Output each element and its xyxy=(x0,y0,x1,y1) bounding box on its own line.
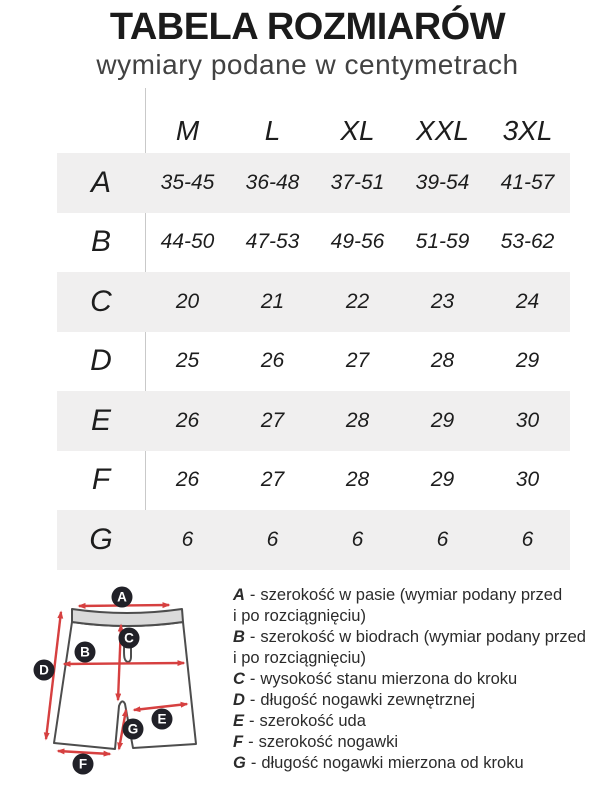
table-row-e xyxy=(57,391,570,451)
size-value-cell: 27 xyxy=(260,468,285,492)
legend-separator: - xyxy=(250,754,257,772)
legend-key: B xyxy=(233,628,245,646)
size-value-cell: 28 xyxy=(345,468,370,492)
size-value-cell: 24 xyxy=(515,289,540,313)
column-header-3xl: 3XL xyxy=(502,115,553,146)
size-value-cell: 29 xyxy=(430,468,455,492)
legend-item-f xyxy=(233,732,611,753)
legend-separator: - xyxy=(249,691,256,709)
legend-separator: - xyxy=(249,628,256,646)
column-header-l: L xyxy=(264,115,281,146)
row-label: A xyxy=(90,165,111,199)
size-value-cell: 29 xyxy=(515,349,540,373)
row-label: D xyxy=(90,344,112,378)
row-label: F xyxy=(91,463,111,497)
legend-separator: - xyxy=(249,586,256,604)
measurement-legend xyxy=(233,585,611,774)
size-value-cell: 49-56 xyxy=(330,230,385,254)
size-value-cell: 6 xyxy=(266,527,279,551)
table-corner-cell xyxy=(57,95,145,153)
legend-item-c xyxy=(233,669,611,690)
size-value-cell: 21 xyxy=(260,289,285,313)
table-row-c xyxy=(57,272,570,332)
size-value-cell: 28 xyxy=(430,349,455,373)
size-value-cell: 44-50 xyxy=(160,230,215,254)
size-value-cell: 36-48 xyxy=(245,170,300,194)
size-value-cell: 27 xyxy=(260,408,285,432)
table-header-row xyxy=(57,95,570,153)
badge-a-label: A xyxy=(117,589,127,605)
header xyxy=(0,4,615,80)
size-value-cell: 35-45 xyxy=(160,170,215,194)
size-table xyxy=(57,95,570,570)
arrow-b xyxy=(64,663,184,664)
row-label: B xyxy=(90,225,111,259)
badge-f-label: F xyxy=(78,756,88,772)
size-value-cell: 30 xyxy=(515,468,540,492)
legend-key: D xyxy=(233,691,245,709)
column-header-xl: XL xyxy=(340,115,375,146)
shorts-measurement-diagram xyxy=(0,580,240,796)
page-title: TABELA ROZMIARÓW xyxy=(109,6,506,48)
badge-c-label: C xyxy=(124,630,134,646)
legend-item-e xyxy=(233,711,611,732)
legend-key: A xyxy=(233,586,245,604)
legend-item-b xyxy=(233,627,611,669)
size-value-cell: 25 xyxy=(175,349,200,373)
size-value-cell: 30 xyxy=(515,408,540,432)
size-value-cell: 20 xyxy=(175,289,200,313)
legend-text-continued: i po rozciągnięciu) xyxy=(233,649,366,667)
badge-d-label: D xyxy=(39,662,49,678)
legend-text: szerokość w biodrach (wymiar podany przed xyxy=(260,628,586,646)
column-header-xxl: XXL xyxy=(416,115,469,146)
size-value-cell: 6 xyxy=(181,527,194,551)
row-label: G xyxy=(89,522,113,556)
table-row-d xyxy=(57,332,570,392)
legend-key: E xyxy=(233,712,245,730)
table-row-g xyxy=(57,510,570,570)
size-value-cell: 6 xyxy=(436,527,449,551)
legend-separator: - xyxy=(249,670,256,688)
size-value-cell: 28 xyxy=(345,408,370,432)
row-label: E xyxy=(90,403,111,437)
legend-key: C xyxy=(233,670,245,688)
column-header-m: M xyxy=(175,115,200,146)
legend-text-continued: i po rozciągnięciu) xyxy=(233,607,366,625)
size-value-cell: 39-54 xyxy=(415,170,470,194)
size-value-cell: 6 xyxy=(521,527,534,551)
row-label: C xyxy=(90,284,112,318)
size-value-cell: 53-62 xyxy=(500,230,555,254)
page-subtitle: wymiary podane w centymetrach xyxy=(96,49,519,80)
shorts-waistband xyxy=(72,609,183,626)
size-value-cell: 22 xyxy=(345,289,370,313)
badge-b-label: B xyxy=(80,644,90,660)
table-row-f xyxy=(57,451,570,511)
legend-key: F xyxy=(233,733,244,751)
size-value-cell: 26 xyxy=(175,408,200,432)
legend-separator: - xyxy=(249,712,255,730)
legend-text: szerokość uda xyxy=(259,712,366,730)
legend-text: szerokość w pasie (wymiar podany przed xyxy=(260,586,563,604)
size-value-cell: 27 xyxy=(345,349,370,373)
size-value-cell: 37-51 xyxy=(330,170,385,194)
size-value-cell: 29 xyxy=(430,408,455,432)
size-value-cell: 26 xyxy=(175,468,200,492)
size-value-cell: 23 xyxy=(430,289,455,313)
size-value-cell: 41-57 xyxy=(500,170,555,194)
size-value-cell: 51-59 xyxy=(415,230,470,254)
legend-text: długość nogawki zewnętrznej xyxy=(260,691,476,709)
size-value-cell: 47-53 xyxy=(245,230,300,254)
legend-item-d xyxy=(233,690,611,711)
legend-separator: - xyxy=(248,733,254,751)
badge-g-label: G xyxy=(127,721,139,737)
legend-text: szerokość nogawki xyxy=(258,733,398,751)
table-row-a xyxy=(57,153,570,213)
size-value-cell: 6 xyxy=(351,527,364,551)
legend-item-g xyxy=(233,753,611,774)
legend-item-a xyxy=(233,585,611,627)
table-row-b xyxy=(57,213,570,273)
legend-text: wysokość stanu mierzona do kroku xyxy=(260,670,518,688)
legend-text: długość nogawki mierzona od kroku xyxy=(261,754,524,772)
size-value-cell: 26 xyxy=(260,349,285,373)
badge-e-label: E xyxy=(157,711,167,727)
legend-key: G xyxy=(233,754,246,772)
